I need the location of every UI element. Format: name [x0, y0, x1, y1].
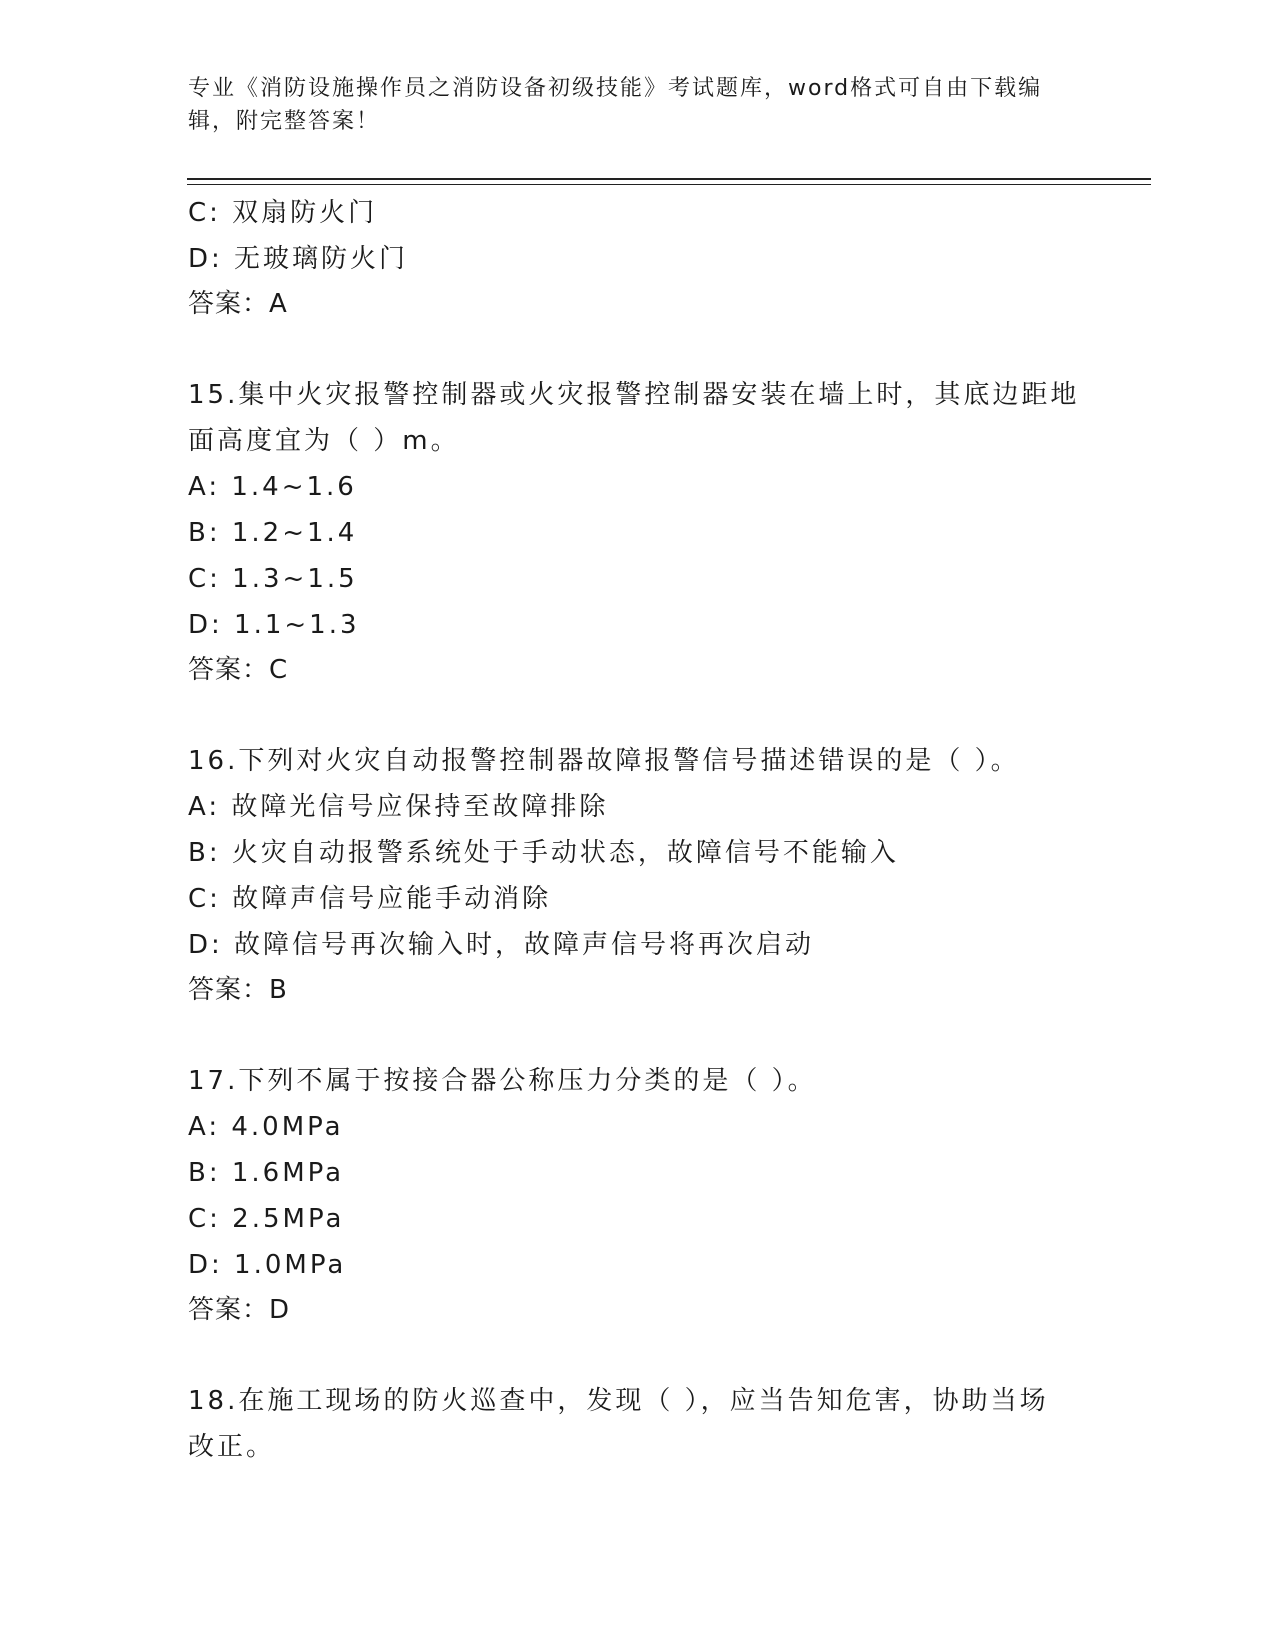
answer-line: 答案：D [188, 1295, 291, 1325]
header-divider-thick [187, 178, 1151, 180]
option-b: B: 1.6MPa [188, 1158, 345, 1188]
question-list [188, 190, 1088, 1470]
question-stem-line-1: 16.下列对火灾自动报警控制器故障报警信号描述错误的是（ ）。 [188, 746, 1020, 776]
question-18 [188, 1378, 1088, 1470]
header-line-2: 辑，附完整答案！ [188, 109, 381, 134]
option-d: D: 无玻璃防火门 [188, 244, 409, 274]
option-c: C: 1.3~1.5 [188, 564, 358, 594]
answer-line: 答案：C [188, 655, 289, 685]
option-b: B: 火灾自动报警系统处于手动状态，故障信号不能输入 [188, 838, 899, 868]
question-stem-line-2: 改正。 [188, 1432, 276, 1462]
option-c: C: 故障声信号应能手动消除 [188, 884, 552, 914]
answer-line: 答案：B [188, 975, 288, 1005]
question-14-tail [188, 190, 1088, 326]
question-15 [188, 372, 1088, 692]
question-stem-line-1: 15.集中火灾报警控制器或火灾报警控制器安装在墙上时，其底边距地 [188, 380, 1080, 410]
option-d: D: 1.1~1.3 [188, 610, 360, 640]
question-stem-line-1: 17.下列不属于按接合器公称压力分类的是（ ）。 [188, 1066, 817, 1096]
question-stem-line-2: 面高度宜为（ ）m。 [188, 426, 460, 456]
option-c: C: 双扇防火门 [188, 198, 378, 228]
option-a: A: 1.4~1.6 [188, 472, 357, 502]
option-a: A: 4.0MPa [188, 1112, 344, 1142]
option-a: A: 故障光信号应保持至故障排除 [188, 792, 609, 822]
option-d: D: 1.0MPa [188, 1250, 347, 1280]
question-17 [188, 1058, 1088, 1332]
header-divider-thin [187, 184, 1151, 185]
question-stem-line-1: 18.在施工现场的防火巡查中，发现（ ），应当告知危害，协助当场 [188, 1386, 1049, 1416]
answer-line: 答案：A [188, 289, 288, 319]
option-b: B: 1.2~1.4 [188, 518, 358, 548]
header-line-1: 专业《消防设施操作员之消防设备初级技能》考试题库，word格式可自由下载编 [188, 76, 1043, 101]
page-header [188, 72, 1068, 138]
option-d: D: 故障信号再次输入时，故障声信号将再次启动 [188, 930, 815, 960]
question-16 [188, 738, 1088, 1012]
option-c: C: 2.5MPa [188, 1204, 345, 1234]
